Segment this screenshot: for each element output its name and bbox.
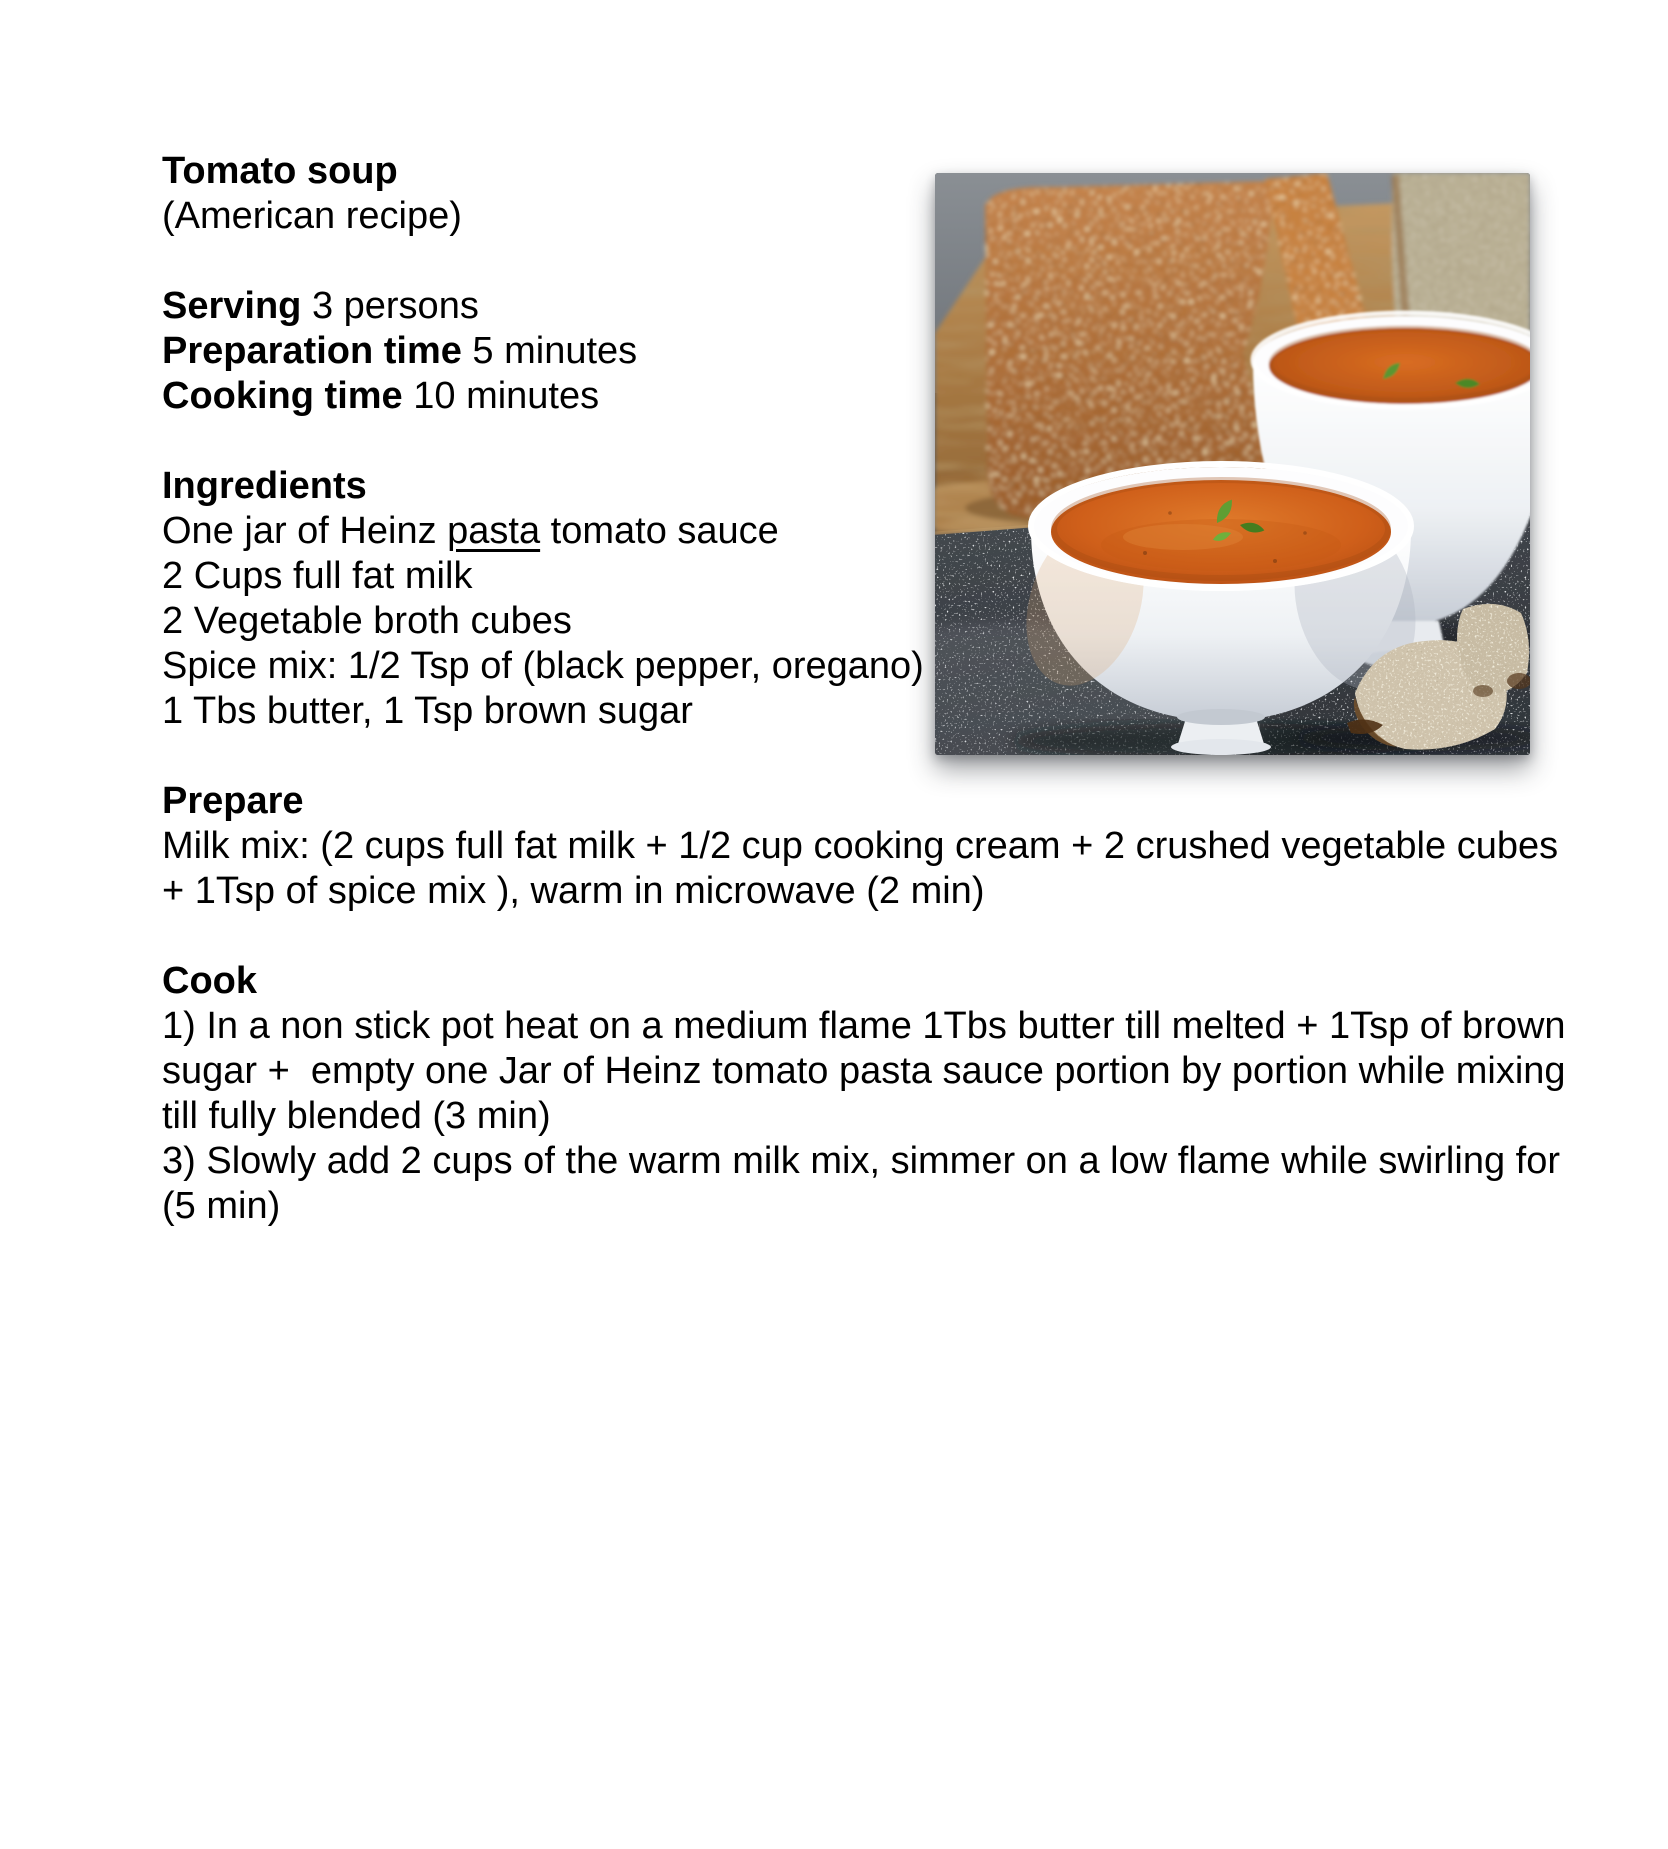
cook-line-3: till fully blended (3 min) [162,1095,551,1137]
cook-line-4: 3) Slowly add 2 cups of the warm milk mix, simmer on a low flame while swirling for [162,1140,1560,1182]
ingredients-line-3: 2 Vegetable broth cubes [162,600,572,642]
meta-cooking-value: 10 minutes [402,375,600,417]
ingredients-heading: Ingredients [162,465,367,507]
cook-heading: Cook [162,960,257,1002]
prepare-heading: Prepare [162,780,304,822]
cook-line-1: 1) In a non stick pot heat on a medium flame 1Tbs butter till melted + 1Tsp of brown [162,1005,1566,1047]
meta-preparation-value: 5 minutes [461,330,638,372]
ingredients-line-5: 1 Tbs butter, 1 Tsp brown sugar [162,690,693,732]
meta-serving-label: Serving [162,285,302,327]
spacer [162,914,1566,959]
ingredients-line-4: Spice mix: 1/2 Tsp of (black pepper, oregano) [162,645,924,687]
meta-cooking-label: Cooking time [162,375,403,417]
ingredients-line-1-prefix: One jar of Heinz [162,510,448,552]
recipe-photo [935,173,1530,755]
cook-line-5: (5 min) [162,1185,281,1227]
ingredients-line-1-underlined: pasta [447,510,541,552]
meta-preparation-label: Preparation time [162,330,462,372]
page-title: Tomato soup [162,150,398,192]
ingredients-line-1-suffix: tomato sauce [540,510,779,552]
prepare-line-1: Milk mix: (2 cups full fat milk + 1/2 cup cooking cream + 2 crushed vegetable cubes [162,825,1559,867]
meta-serving-value: 3 persons [301,285,479,327]
prepare-line-2: + 1Tsp of spice mix ), warm in microwave (2 min) [162,870,985,912]
page-subtitle: (American recipe) [162,195,462,237]
ingredients-line-2: 2 Cups full fat milk [162,555,473,597]
tomato-soup-photo-art [935,173,1530,755]
cook-line-2: sugar + empty one Jar of Heinz tomato pasta sauce portion by portion while mixing [162,1050,1566,1092]
